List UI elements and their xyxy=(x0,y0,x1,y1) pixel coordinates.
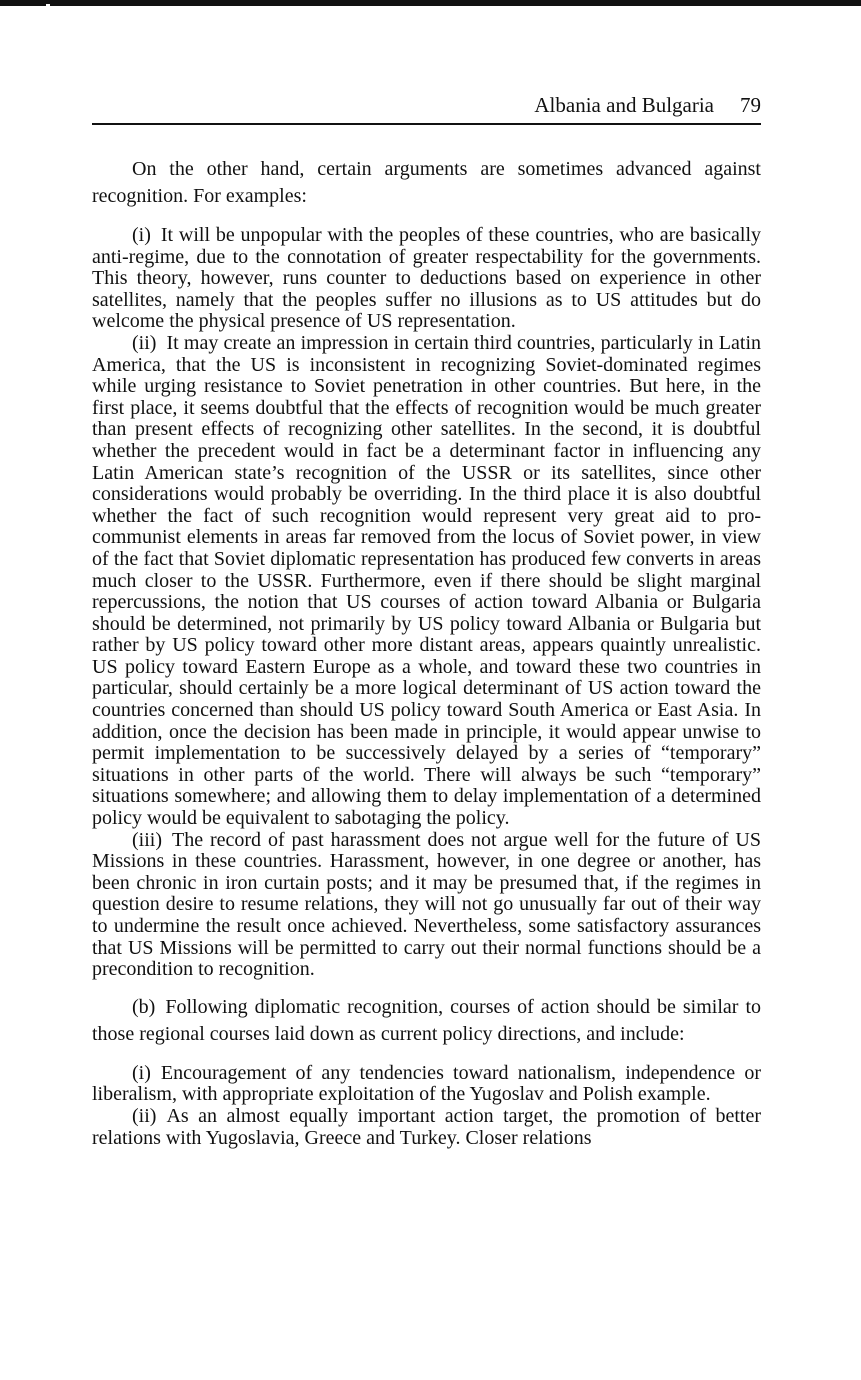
action-ii-number: (ii) xyxy=(132,1104,157,1127)
header-rule xyxy=(92,123,761,125)
argument-i-text: It will be unpopular with the peoples of these countries, who are basically anti-regime, due to the connotation of greater respectability for the governments. This theory, however, runs counter to deductions based on experience in other satellites, namely that the peoples suffer no illusions as to US attitudes but do welcome the physical presence of US representation. xyxy=(92,224,761,333)
top-border-bar xyxy=(0,0,861,6)
section-b-paragraph xyxy=(92,994,761,1048)
argument-ii-text: It may create an impression in certain third countries, particularly in Latin America, that the US is inconsistent in recognizing Soviet-dominated regimes while urging resistance to Soviet penetration in other countries. But here, in the first place, it seems doubtful that the effects of recognition would be much greater than present effects of recognizing other satellites. In the second, it is doubtful whether the precedent would in fact be a determinant factor in influencing any Latin American state’s recognition of the USSR or its satellites, since other considerations would probably be overriding. In the third place it is also doubtful whether the fact of such recognition would represent very great aid to pro-communist elements in areas far removed from the locus of Soviet power, in view of the fact that Soviet diplomatic representation has produced few converts in areas much closer to the USSR. Furthermore, even if there should be slight marginal repercussions, the notion that US courses of action toward Albania or Bulgaria should be determined, not primarily by US policy toward Albania or Bulgaria but rather by US policy toward other more distant areas, appears quaintly unrealistic. US policy toward Eastern Europe as a whole, and toward these two countries in particular, should certainly be a more logical determinant of US action toward the countries concerned than should US policy toward South America or East Asia. In addition, once the decision has been made in principle, it would appear unwise to permit implementation to be successively delayed by a series of “temporary” situations in other parts of the world. There will always be such “temporary” situations somewhere; and allowing them to delay implementation of a determined policy would be equivalent to sabotaging the policy. xyxy=(92,331,761,830)
argument-iii-text: The record of past harassment does not argue well for the future of US Missions in these countries. Harassment, however, in one degree or another, has been chronic in iron curtain posts; and it may be presumed that, if the regimes in question desire to resume relations, they will not go unusually far out of their way to undermine the result once achieved. Nevertheless, some satisfactory assurances that US Missions will be permitted to carry out their normal functions should be a precondition to recognition. xyxy=(92,828,761,981)
action-i-number: (i) xyxy=(132,1061,151,1084)
action-ii-text: As an almost equally important action target, the promotion of better relations with Yugoslavia, Greece and Turkey. Closer relations xyxy=(92,1104,761,1149)
page-number: 79 xyxy=(740,93,761,117)
argument-i-number: (i) xyxy=(132,224,151,246)
page-body xyxy=(92,156,761,1149)
action-i-text: Encouragement of any tendencies toward nationalism, independence or liberalism, with appropriate exploitation of the Yugoslav and Polish example. xyxy=(92,1061,761,1106)
argument-i-paragraph xyxy=(92,225,761,333)
argument-ii-number: (ii) xyxy=(132,331,157,354)
argument-ii-paragraph xyxy=(92,333,761,830)
section-b-number: (b) xyxy=(132,995,156,1018)
intro-paragraph: On the other hand, certain arguments are sometimes advanced against recognition. For examples: xyxy=(92,158,761,207)
top-border-notch xyxy=(46,4,50,8)
running-header-title: Albania and Bulgaria xyxy=(534,93,714,117)
argument-iii-paragraph xyxy=(92,830,761,981)
argument-iii-number: (iii) xyxy=(132,828,162,851)
running-header xyxy=(92,92,761,118)
section-b-text: Following diplomatic recognition, courses of action should be similar to those regional courses laid down as current policy directions, and include: xyxy=(92,995,761,1045)
action-i-paragraph xyxy=(92,1063,761,1106)
action-ii-paragraph xyxy=(92,1106,761,1149)
